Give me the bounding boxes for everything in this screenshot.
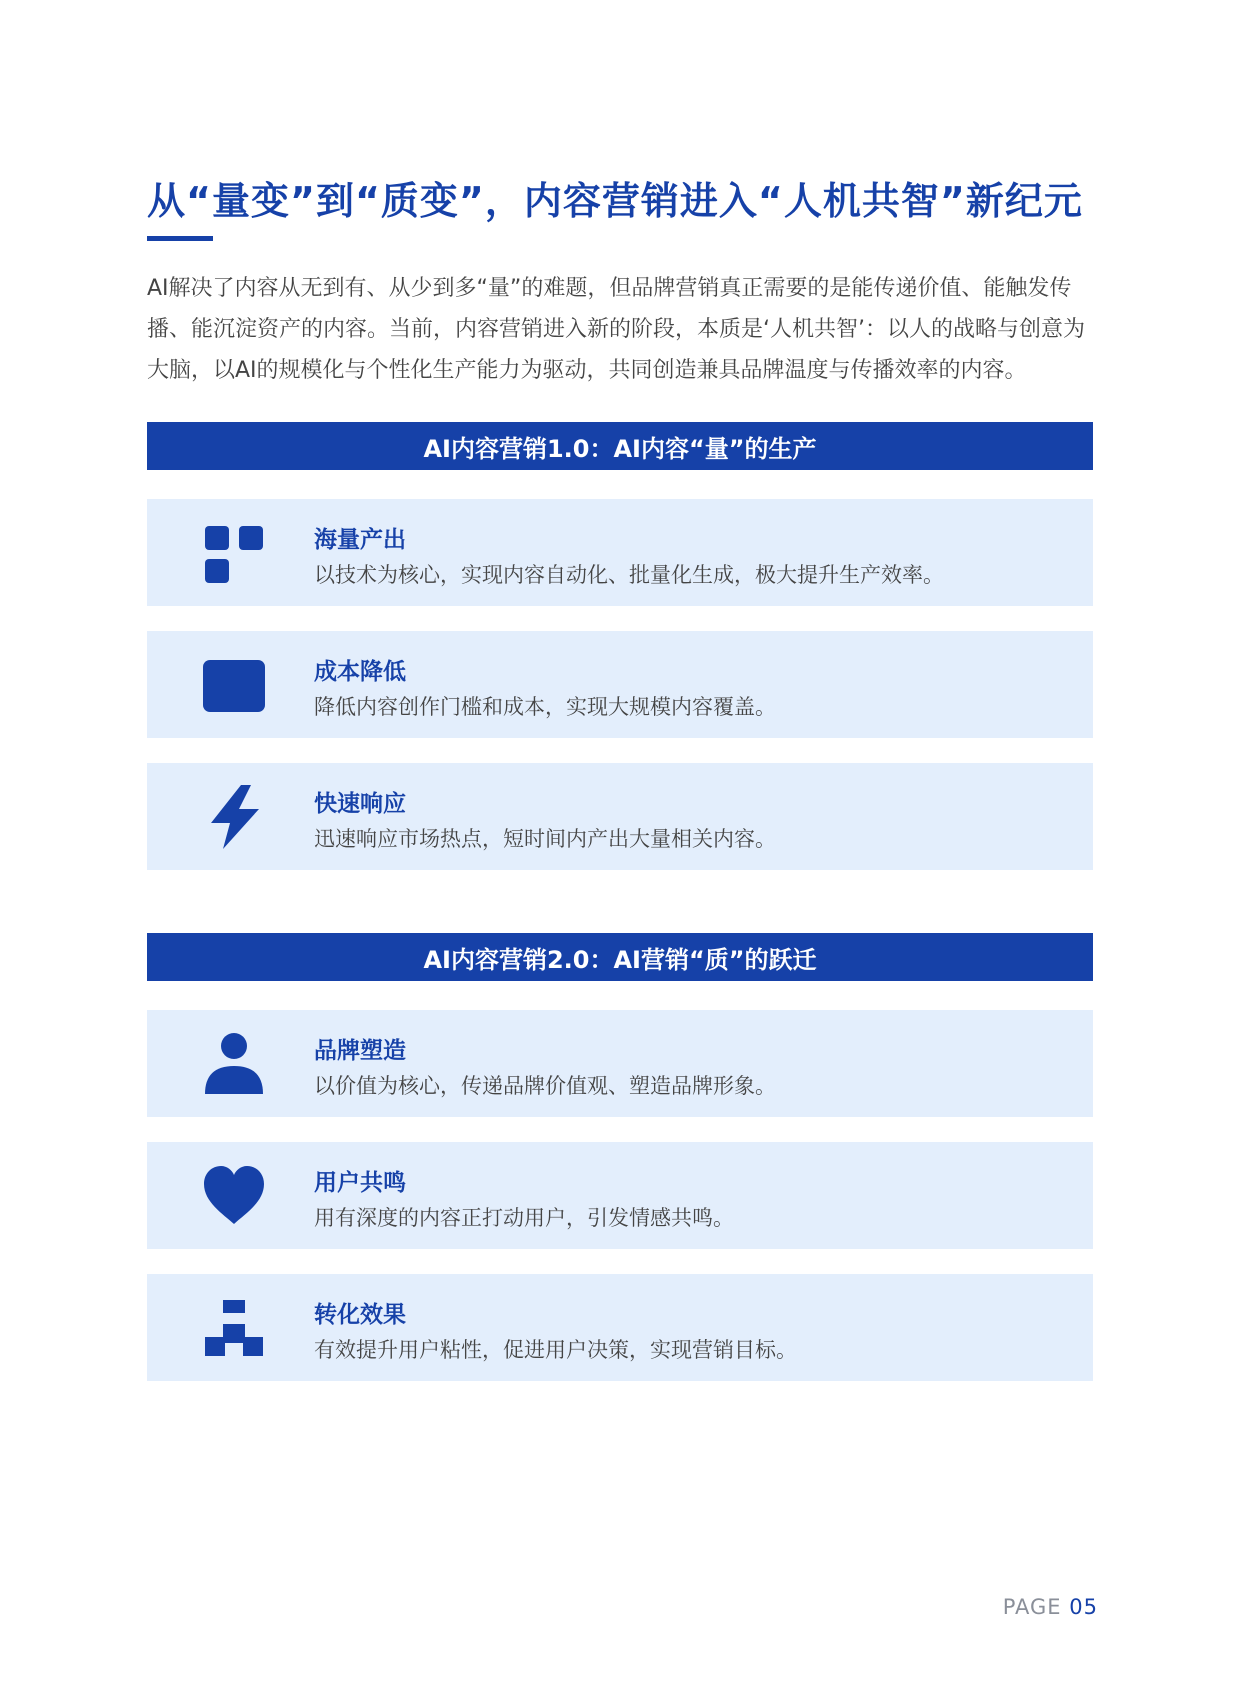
card-title: 海量产出 [314,527,406,553]
square-icon [203,653,265,717]
card-description: 以技术为核心，实现内容自动化、批量化生成，极大提升生产效率。 [314,563,944,587]
page-label: PAGE [1002,1595,1062,1619]
section-heading-2: AI内容营销2.0：AI营销“质”的跃迁 [147,933,1093,981]
page-title: 从“量变”到“质变”，内容营销进入“人机共智”新纪元 [147,179,1083,223]
card-title: 转化效果 [314,1302,406,1328]
page-number-value: 05 [1069,1595,1098,1619]
grid-icon [203,521,265,585]
card-title: 用户共鸣 [314,1170,406,1196]
card-description: 以价值为核心，传递品牌价值观、塑造品牌形象。 [314,1074,776,1098]
title-underline [147,236,213,241]
feature-card [147,631,1093,738]
section-heading-1: AI内容营销1.0：AI内容“量”的生产 [147,422,1093,470]
card-description: 有效提升用户粘性，促进用户决策，实现营销目标。 [314,1338,797,1362]
feature-card [147,1142,1093,1249]
feature-card [147,499,1093,606]
heart-icon [203,1164,265,1228]
card-description: 用有深度的内容正打动用户，引发情感共鸣。 [314,1206,734,1230]
card-description: 迅速响应市场热点，短时间内产出大量相关内容。 [314,827,776,851]
lightning-icon [203,785,265,849]
network-icon [203,1296,265,1360]
card-title: 成本降低 [314,659,406,685]
card-description: 降低内容创作门槛和成本，实现大规模内容覆盖。 [314,695,776,719]
page-number [1003,1595,1098,1619]
feature-card [147,1010,1093,1117]
card-title: 快速响应 [314,791,406,817]
intro-paragraph: AI解决了内容从无到有、从少到多“量”的难题，但品牌营销真正需要的是能传递价值、能触发传播、能沉淀资产的内容。当前，内容营销进入新的阶段，本质是‘人机共智’：以人的战略与创意为大脑，以AI的规模化与个性化生产能力为驱动，共同创造兼具品牌温度与传播效率的内容。 [147,276,1085,383]
feature-card [147,1274,1093,1381]
feature-card [147,763,1093,870]
user-icon [203,1032,265,1096]
card-title: 品牌塑造 [314,1038,406,1064]
